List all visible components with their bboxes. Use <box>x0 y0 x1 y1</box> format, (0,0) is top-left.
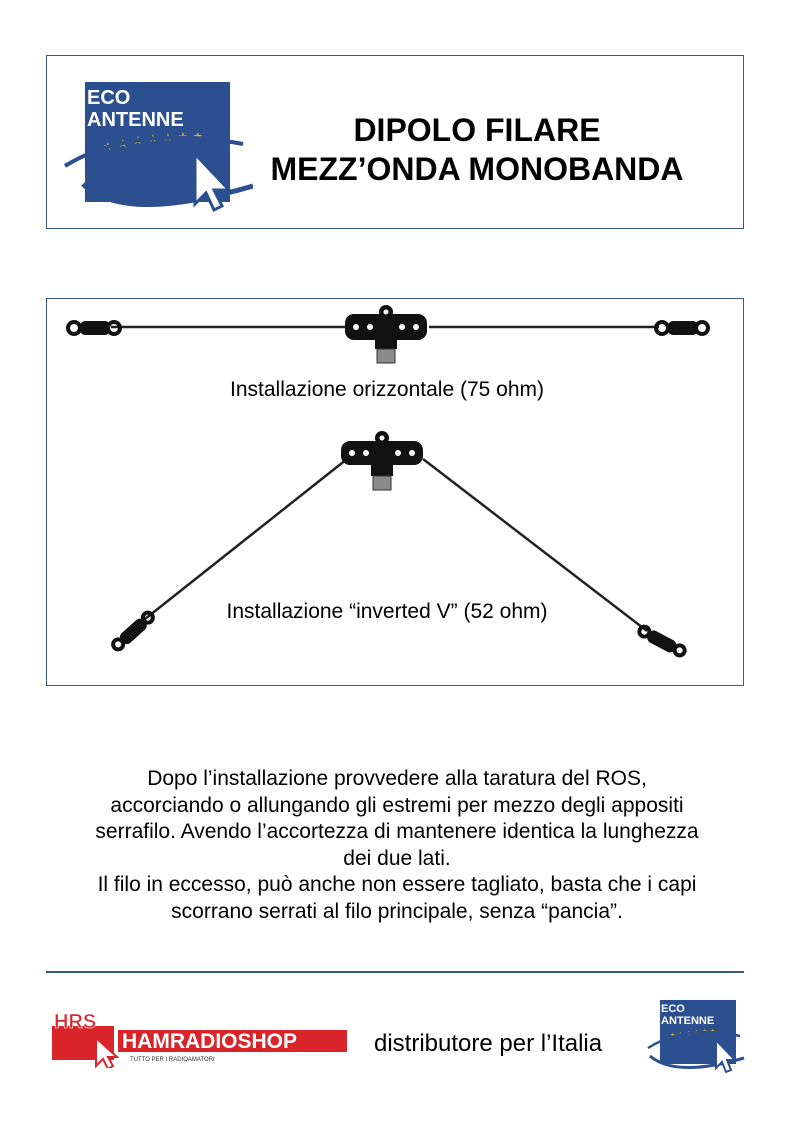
svg-text:TUTTO PER I RADIOAMATORI: TUTTO PER I RADIOAMATORI <box>130 1057 215 1063</box>
svg-text:★: ★ <box>694 1029 700 1036</box>
instructions-line: scorrano serrati al filo principale, senza “pancia”. <box>171 899 623 923</box>
center-connector-icon <box>345 305 427 363</box>
svg-text:★: ★ <box>686 1030 692 1037</box>
svg-text:★: ★ <box>163 131 173 144</box>
svg-text:★: ★ <box>178 130 188 143</box>
svg-text:ANTENNE: ANTENNE <box>661 1015 715 1027</box>
inverted-v-installation-label: Installazione “inverted V” (52 ohm) <box>226 600 548 623</box>
hamradioshop-logo <box>52 1008 347 1068</box>
center-connector-icon <box>341 431 423 490</box>
horizontal-dipole <box>68 305 708 363</box>
svg-text:★: ★ <box>118 137 128 150</box>
title-line-2: MEZZ’ONDA MONOBANDA <box>270 151 684 187</box>
instructions-text <box>40 766 754 925</box>
svg-text:HRS: HRS <box>54 1011 97 1033</box>
svg-text:ANTENNE: ANTENNE <box>87 109 184 131</box>
instructions-line: Dopo l’installazione provvedere alla taratura del ROS, <box>147 767 647 790</box>
svg-text:★: ★ <box>702 1028 708 1035</box>
header-box <box>46 55 744 229</box>
instructions-line: serrafilo. Avendo l’accortezza di mantenere identica la lunghezza <box>95 820 699 843</box>
antenna-diagram <box>46 298 744 686</box>
inverted-v-dipole <box>110 431 686 659</box>
dipole-illustration <box>47 299 745 687</box>
svg-text:★: ★ <box>193 130 203 143</box>
instructions-line: accorciando o allungando gli estremi per mezzo degli appositi <box>110 793 684 817</box>
svg-text:★: ★ <box>670 1032 676 1039</box>
title-line-1: DIPOLO FILARE <box>353 112 601 148</box>
instructions-line: dei due lati. <box>343 846 451 870</box>
eco-antenne-logo <box>63 74 253 214</box>
eco-antenne-logo-small <box>646 996 746 1074</box>
distributor-text: distributore per l’Italia <box>374 1030 603 1057</box>
svg-text:ECO: ECO <box>87 87 131 109</box>
instructions-line: Il filo in eccesso, può anche non essere tagliato, basta che i capi <box>97 873 697 896</box>
svg-text:★: ★ <box>148 132 158 145</box>
svg-text:★: ★ <box>678 1031 684 1038</box>
insulator-right-icon <box>656 321 708 335</box>
svg-text:ECO: ECO <box>661 1003 685 1015</box>
horizontal-installation-label: Installazione orizzontale (75 ohm) <box>230 378 544 401</box>
svg-text:HAMRADIOSHOP: HAMRADIOSHOP <box>122 1030 298 1053</box>
page-title <box>227 111 727 189</box>
footer-divider <box>46 971 744 973</box>
svg-text:★: ★ <box>710 1028 716 1035</box>
svg-text:★: ★ <box>103 140 113 153</box>
svg-text:★: ★ <box>133 134 143 147</box>
